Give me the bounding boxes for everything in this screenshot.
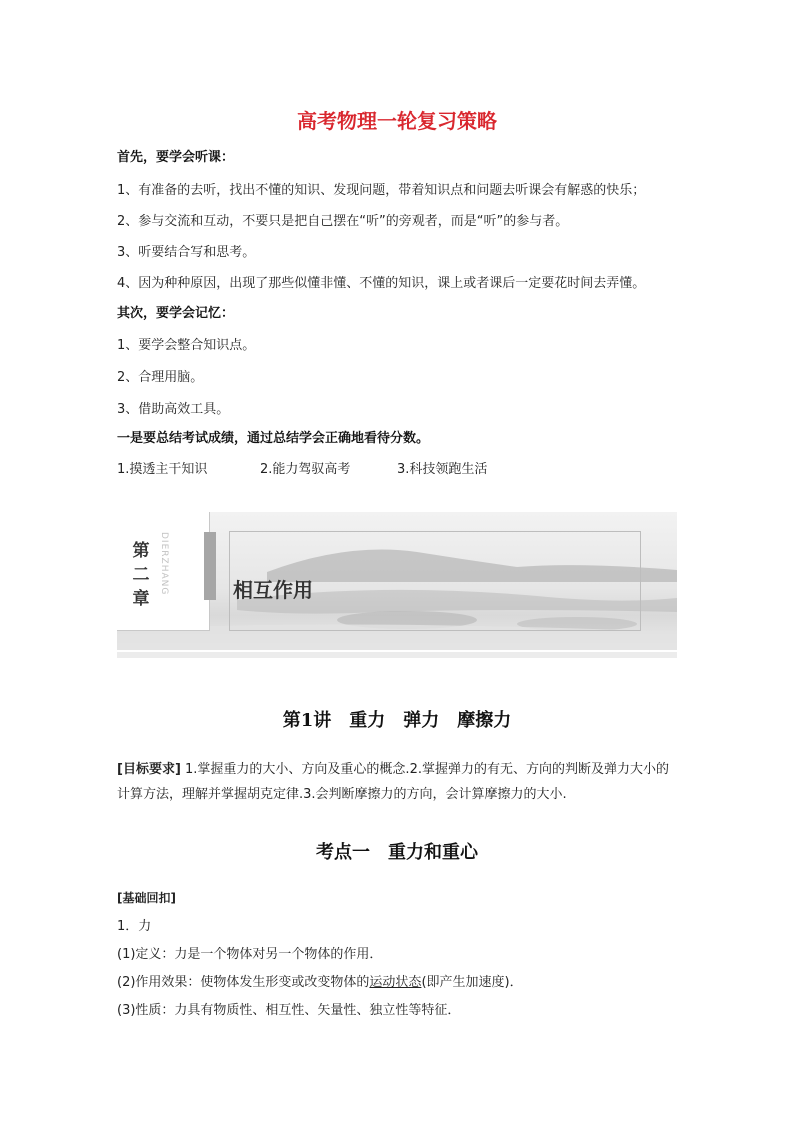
tip-2: 2.能力驾驭高考 [260,462,351,477]
chapter-char-3: 章 [132,589,150,609]
memory-heading: 其次，要学会记忆： [117,306,235,321]
listen-item-2: 2、参与交流和互动，不要只是把自己摆在“听”的旁观者，而是“听”的参与者。 [117,214,569,229]
lecture-title: 第1讲 重力 弹力 摩擦力 [282,710,512,731]
memory-item-1: 1、要学会整合知识点。 [117,338,256,353]
chapter-title: 相互作用 [233,578,313,602]
chapter-char-1: 第 [132,541,150,561]
chapter-accent-bar [204,532,216,600]
basics-heading: [基础回扣] [117,891,176,905]
tips-row [117,458,487,477]
chapter-number-box [117,512,210,631]
basics-effect-suffix: (即产生加速度)． [421,975,523,990]
chapter-pinyin: DIERZHANG [159,532,169,596]
document-title: 高考物理一轮复习策略 [297,109,497,133]
tip-1: 1.摸透主干知识 [117,462,208,477]
basics-nature: (3)性质：力具有物质性、相互性、矢量性、独立性等特征． [117,1003,461,1018]
listen-item-3: 3、听要结合写和思考。 [117,245,256,260]
listen-heading: 首先，要学会听课： [117,150,235,165]
memory-item-3: 3、借助高效工具。 [117,402,230,417]
goal-paragraph [117,757,677,807]
memory-item-2: 2、合理用脑。 [117,370,204,385]
listen-item-4: 4、因为种种原因，出现了那些似懂非懂、不懂的知识，课上或者课后一定要花时间去弄懂。 [117,276,646,291]
basics-effect [117,971,523,990]
topic-title: 考点一 重力和重心 [316,842,478,863]
basics-effect-prefix: (2)作用效果：使物体发生形变或改变物体的 [117,975,370,990]
basics-item-title: 1．力 [117,919,152,934]
banner-bottom-strip [117,652,677,658]
goal-text: 1.掌握重力的大小、方向及重心的概念.2.掌握弹力的有无、方向的判断及弹力大小的计算方法，理解并掌握胡克定律.3.会判断摩擦力的方向，会计算摩擦力的大小. [117,762,669,802]
basics-effect-underlined: 运动状态 [369,975,422,990]
summary-line: 一是要总结考试成绩，通过总结学会正确地看待分数。 [117,431,430,446]
goal-tag: [目标要求] [117,762,181,777]
basics-definition: (1)定义：力是一个物体对另一个物体的作用． [117,947,383,962]
chapter-char-2: 二 [132,565,150,585]
chapter-banner [117,512,677,658]
tip-3: 3.科技领跑生活 [397,462,488,477]
listen-item-1: 1、有准备的去听，找出不懂的知识、发现问题，带着知识点和问题去听课会有解惑的快乐； [117,183,646,198]
